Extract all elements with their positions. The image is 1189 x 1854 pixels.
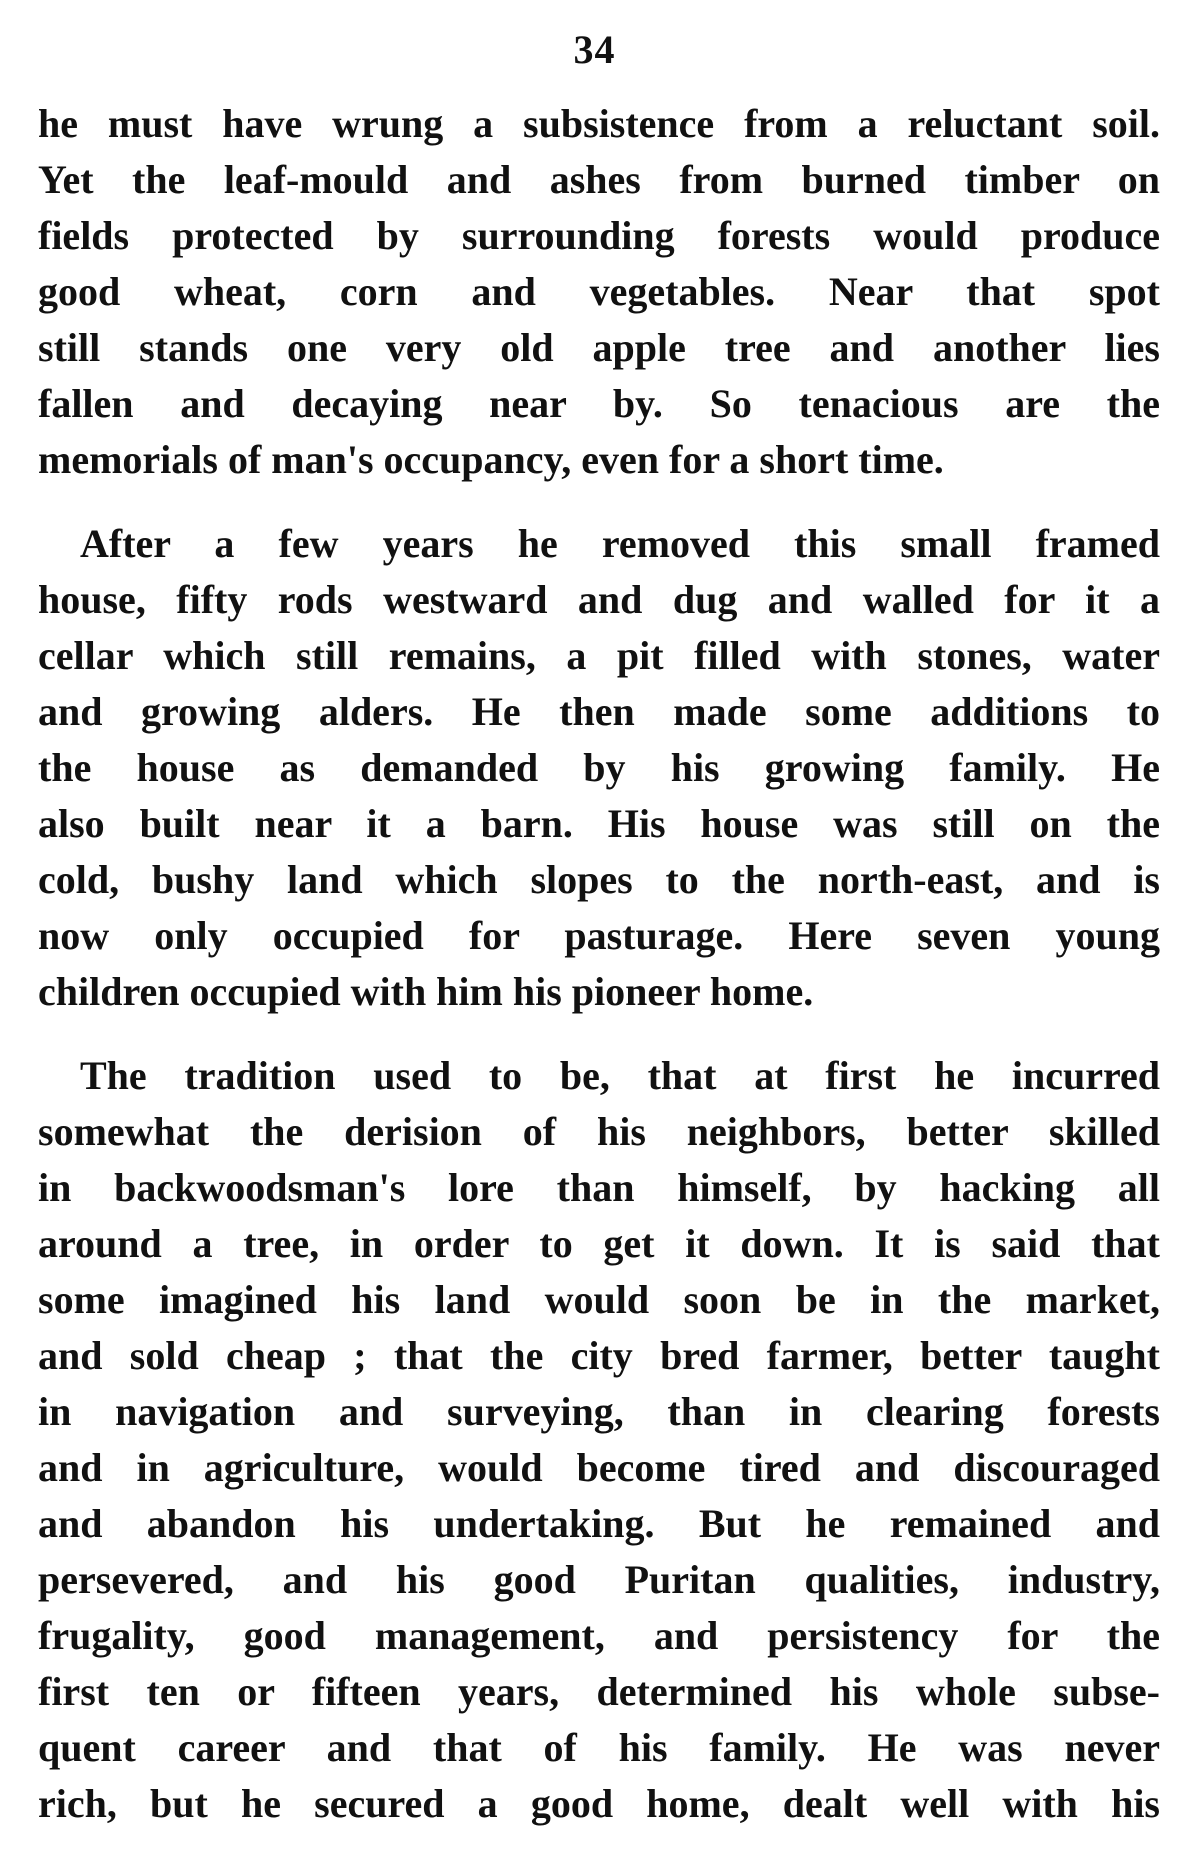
paragraph-line: good wheat, corn and vegetables. Near that spot	[38, 269, 1160, 314]
page-number: 34	[573, 27, 616, 72]
paragraph-line: somewhat the derision of his neighbors, better skilled	[38, 1109, 1160, 1154]
paragraph-line: some imagined his land would soon be in the market,	[38, 1277, 1160, 1322]
paragraph-line: house, fifty rods westward and dug and walled for it a	[38, 577, 1160, 622]
paragraph-line: also built near it a barn. His house was still on the	[38, 801, 1160, 846]
paragraph-line: and growing alders. He then made some additions to	[38, 689, 1160, 734]
paragraph-line: quent career and that of his family. He was never	[38, 1725, 1160, 1770]
paragraph-line: the house as demanded by his growing family. He	[38, 745, 1160, 790]
paragraph-line: persevered, and his good Puritan qualities, industry,	[38, 1557, 1160, 1602]
paragraph-line: around a tree, in order to get it down. It is said that	[38, 1221, 1160, 1266]
paragraph-line: and in agriculture, would become tired and discouraged	[38, 1445, 1160, 1490]
paragraph-line: The tradition used to be, that at first he incurred	[80, 1053, 1160, 1098]
paragraph-line: he must have wrung a subsistence from a reluctant soil.	[38, 101, 1160, 146]
paragraph-line: now only occupied for pasturage. Here seven young	[38, 913, 1160, 958]
paragraph-line: in navigation and surveying, than in clearing forests	[38, 1389, 1160, 1434]
paragraph-line: memorials of man's occupancy, even for a short time.	[38, 437, 944, 482]
paragraph-3	[38, 1048, 1160, 1832]
paragraph-line: still stands one very old apple tree and another lies	[38, 325, 1160, 370]
paragraph-2	[38, 516, 1160, 1020]
paragraph-1	[38, 96, 1160, 488]
paragraph-line: and sold cheap ; that the city bred farmer, better taught	[38, 1333, 1160, 1378]
paragraph-line: fallen and decaying near by. So tenacious are the	[38, 381, 1160, 426]
paragraph-line: rich, but he secured a good home, dealt well with his	[38, 1781, 1160, 1826]
paragraph-line: Yet the leaf-mould and ashes from burned timber on	[38, 157, 1160, 202]
paragraph-line: cold, bushy land which slopes to the north-east, and is	[38, 857, 1160, 902]
paragraph-line: children occupied with him his pioneer home.	[38, 969, 814, 1014]
paragraph-line: in backwoodsman's lore than himself, by hacking all	[38, 1165, 1160, 1210]
paragraph-line: frugality, good management, and persistency for the	[38, 1613, 1160, 1658]
paragraph-line: fields protected by surrounding forests would produce	[38, 213, 1160, 258]
paragraph-line: After a few years he removed this small framed	[80, 521, 1160, 566]
paragraph-line: first ten or fifteen years, determined his whole subse-	[38, 1669, 1160, 1714]
paragraph-line: and abandon his undertaking. But he remained and	[38, 1501, 1160, 1546]
paragraph-line: cellar which still remains, a pit filled with stones, water	[38, 633, 1160, 678]
